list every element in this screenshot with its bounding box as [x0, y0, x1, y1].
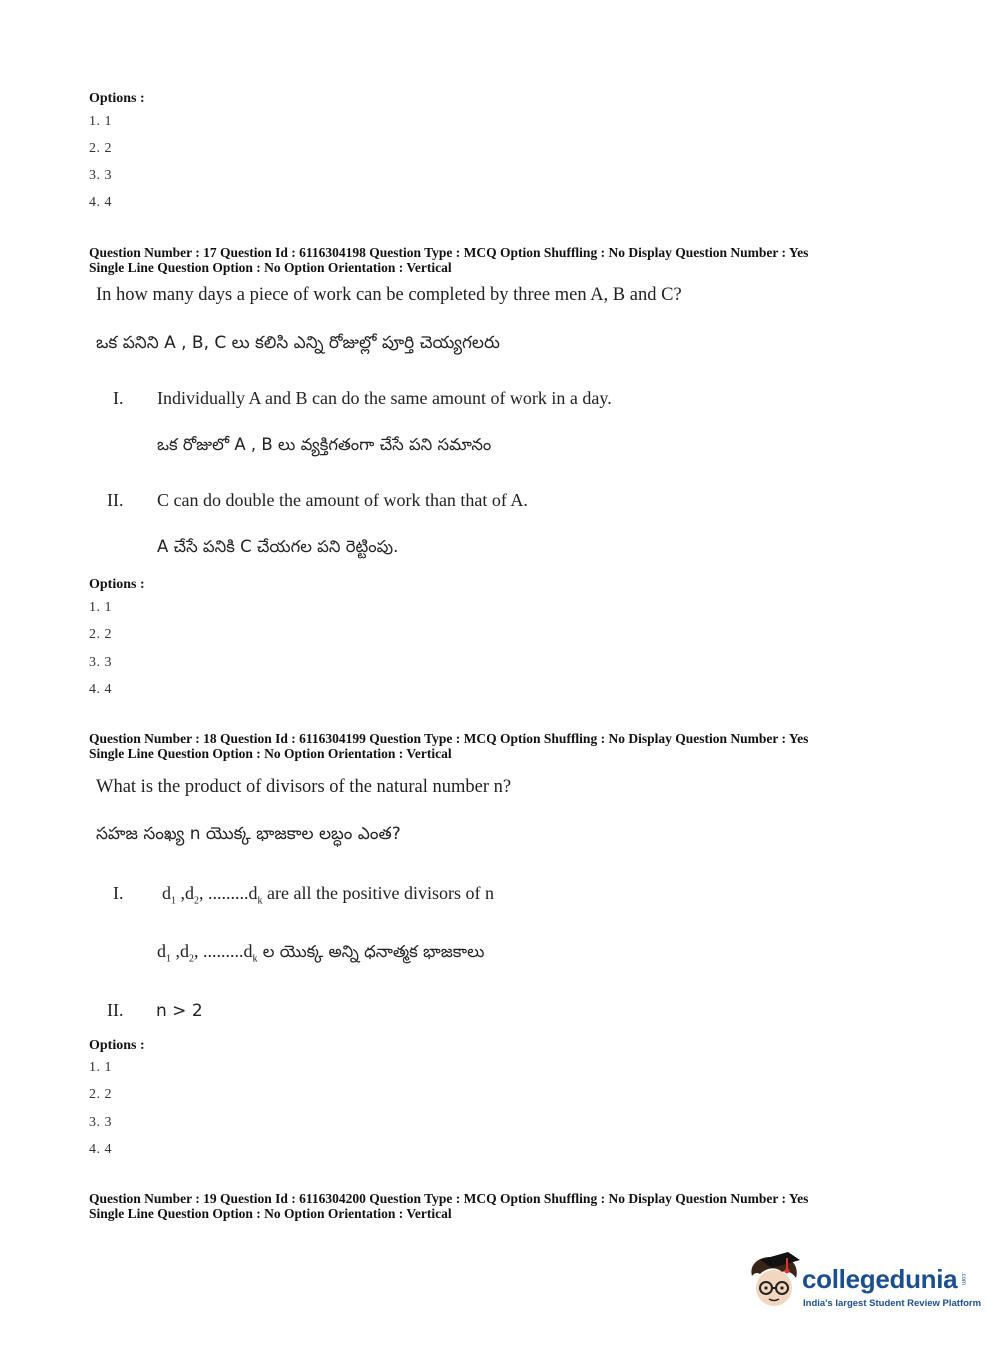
q17-statement1-numeral: I. — [113, 388, 124, 408]
q19-meta-line1: Question Number : 19 Question Id : 6116304200 Question Type : MCQ Option Shuffling : No Display Question Number : Yes — [89, 1191, 809, 1206]
q18-statement2-numeral: II. — [107, 1000, 124, 1020]
option-3[interactable]: 3. 3 — [89, 168, 112, 183]
q18-option-2[interactable]: 2. 2 — [89, 1087, 112, 1102]
q17-statement1-en: Individually A and B can do the same amount of work in a day. — [157, 388, 612, 408]
q18-statement2-text: n > 2 — [156, 1001, 203, 1021]
q18-meta-line2: Single Line Question Option : No Option Orientation : Vertical — [89, 746, 452, 761]
q17-option-3[interactable]: 3. 3 — [89, 655, 112, 670]
divisor-sep-2: , .........d — [199, 883, 258, 903]
subscript-k: k — [252, 953, 258, 965]
q17-statement2-numeral: II. — [107, 490, 124, 510]
divisor-symbol: d — [162, 883, 171, 903]
statement1-en-tail: are all the positive divisors of n — [262, 883, 494, 903]
subscript-2: 2 — [194, 895, 199, 907]
q18-statement1-te — [157, 941, 485, 965]
q18-question-te: సహజ సంఖ్య n యొక్క భాజకాల లబ్ధం ఎంత? — [96, 824, 401, 844]
q18-statement1-numeral: I. — [113, 883, 124, 903]
mascot-icon — [742, 1250, 804, 1312]
q17-statement1-te: ఒక రోజులో A , B లు వ్యక్తిగతంగా చేసే పని సమానం — [157, 435, 492, 454]
q18-option-1[interactable]: 1. 1 — [89, 1060, 112, 1075]
logo-domain: .com — [960, 1272, 966, 1286]
divisor-symbol: d — [157, 941, 166, 961]
statement1-te-tail: ల యొక్క అన్ని ధనాత్మక భాజకాలు — [257, 942, 485, 961]
logo-wordmark: collegedunia — [802, 1264, 958, 1294]
q17-statement2-en: C can do double the amount of work than that of A. — [157, 490, 528, 510]
q17-question-te: ఒక పనిని A , B, C లు కలిసి ఎన్ని రోజుల్లో పూర్తి చెయ్యగలరు — [96, 333, 500, 353]
q17-statement2-te: A చేసే పనికి C చేయగల పని రెట్టింపు. — [157, 537, 399, 556]
q18-options-label: Options : — [89, 1038, 145, 1053]
subscript-1: 1 — [171, 895, 176, 907]
q17-option-1[interactable]: 1. 1 — [89, 600, 112, 615]
option-2[interactable]: 2. 2 — [89, 141, 112, 156]
divisor-sep-2: , .........d — [194, 941, 253, 961]
divisor-sep-1: ,d — [176, 883, 194, 903]
q18-option-3[interactable]: 3. 3 — [89, 1115, 112, 1130]
q17-question-en: In how many days a piece of work can be completed by three men A, B and C? — [96, 285, 682, 305]
q17-option-2[interactable]: 2. 2 — [89, 627, 112, 642]
q17-option-4[interactable]: 4. 4 — [89, 682, 112, 697]
option-1[interactable]: 1. 1 — [89, 114, 112, 129]
q17-meta-line1: Question Number : 17 Question Id : 6116304198 Question Type : MCQ Option Shuffling : No Display Question Number : Yes — [89, 245, 809, 260]
q18-meta-line1: Question Number : 18 Question Id : 6116304199 Question Type : MCQ Option Shuffling : No Display Question Number : Yes — [89, 731, 809, 746]
subscript-1: 1 — [166, 953, 171, 965]
logo-tagline: India's largest Student Review Platform — [803, 1298, 982, 1309]
q18-question-en: What is the product of divisors of the natural number n? — [96, 777, 512, 797]
divisor-sep-1: ,d — [171, 941, 189, 961]
q18-statement1-en — [162, 883, 494, 907]
option-4[interactable]: 4. 4 — [89, 195, 112, 210]
q17-options-label: Options : — [89, 577, 145, 592]
q18-option-4[interactable]: 4. 4 — [89, 1142, 112, 1157]
options-label: Options : — [89, 91, 145, 106]
q17-meta-line2: Single Line Question Option : No Option Orientation : Vertical — [89, 260, 452, 275]
q19-meta-line2: Single Line Question Option : No Option Orientation : Vertical — [89, 1206, 452, 1221]
subscript-k: k — [257, 895, 263, 907]
subscript-2: 2 — [189, 953, 194, 965]
